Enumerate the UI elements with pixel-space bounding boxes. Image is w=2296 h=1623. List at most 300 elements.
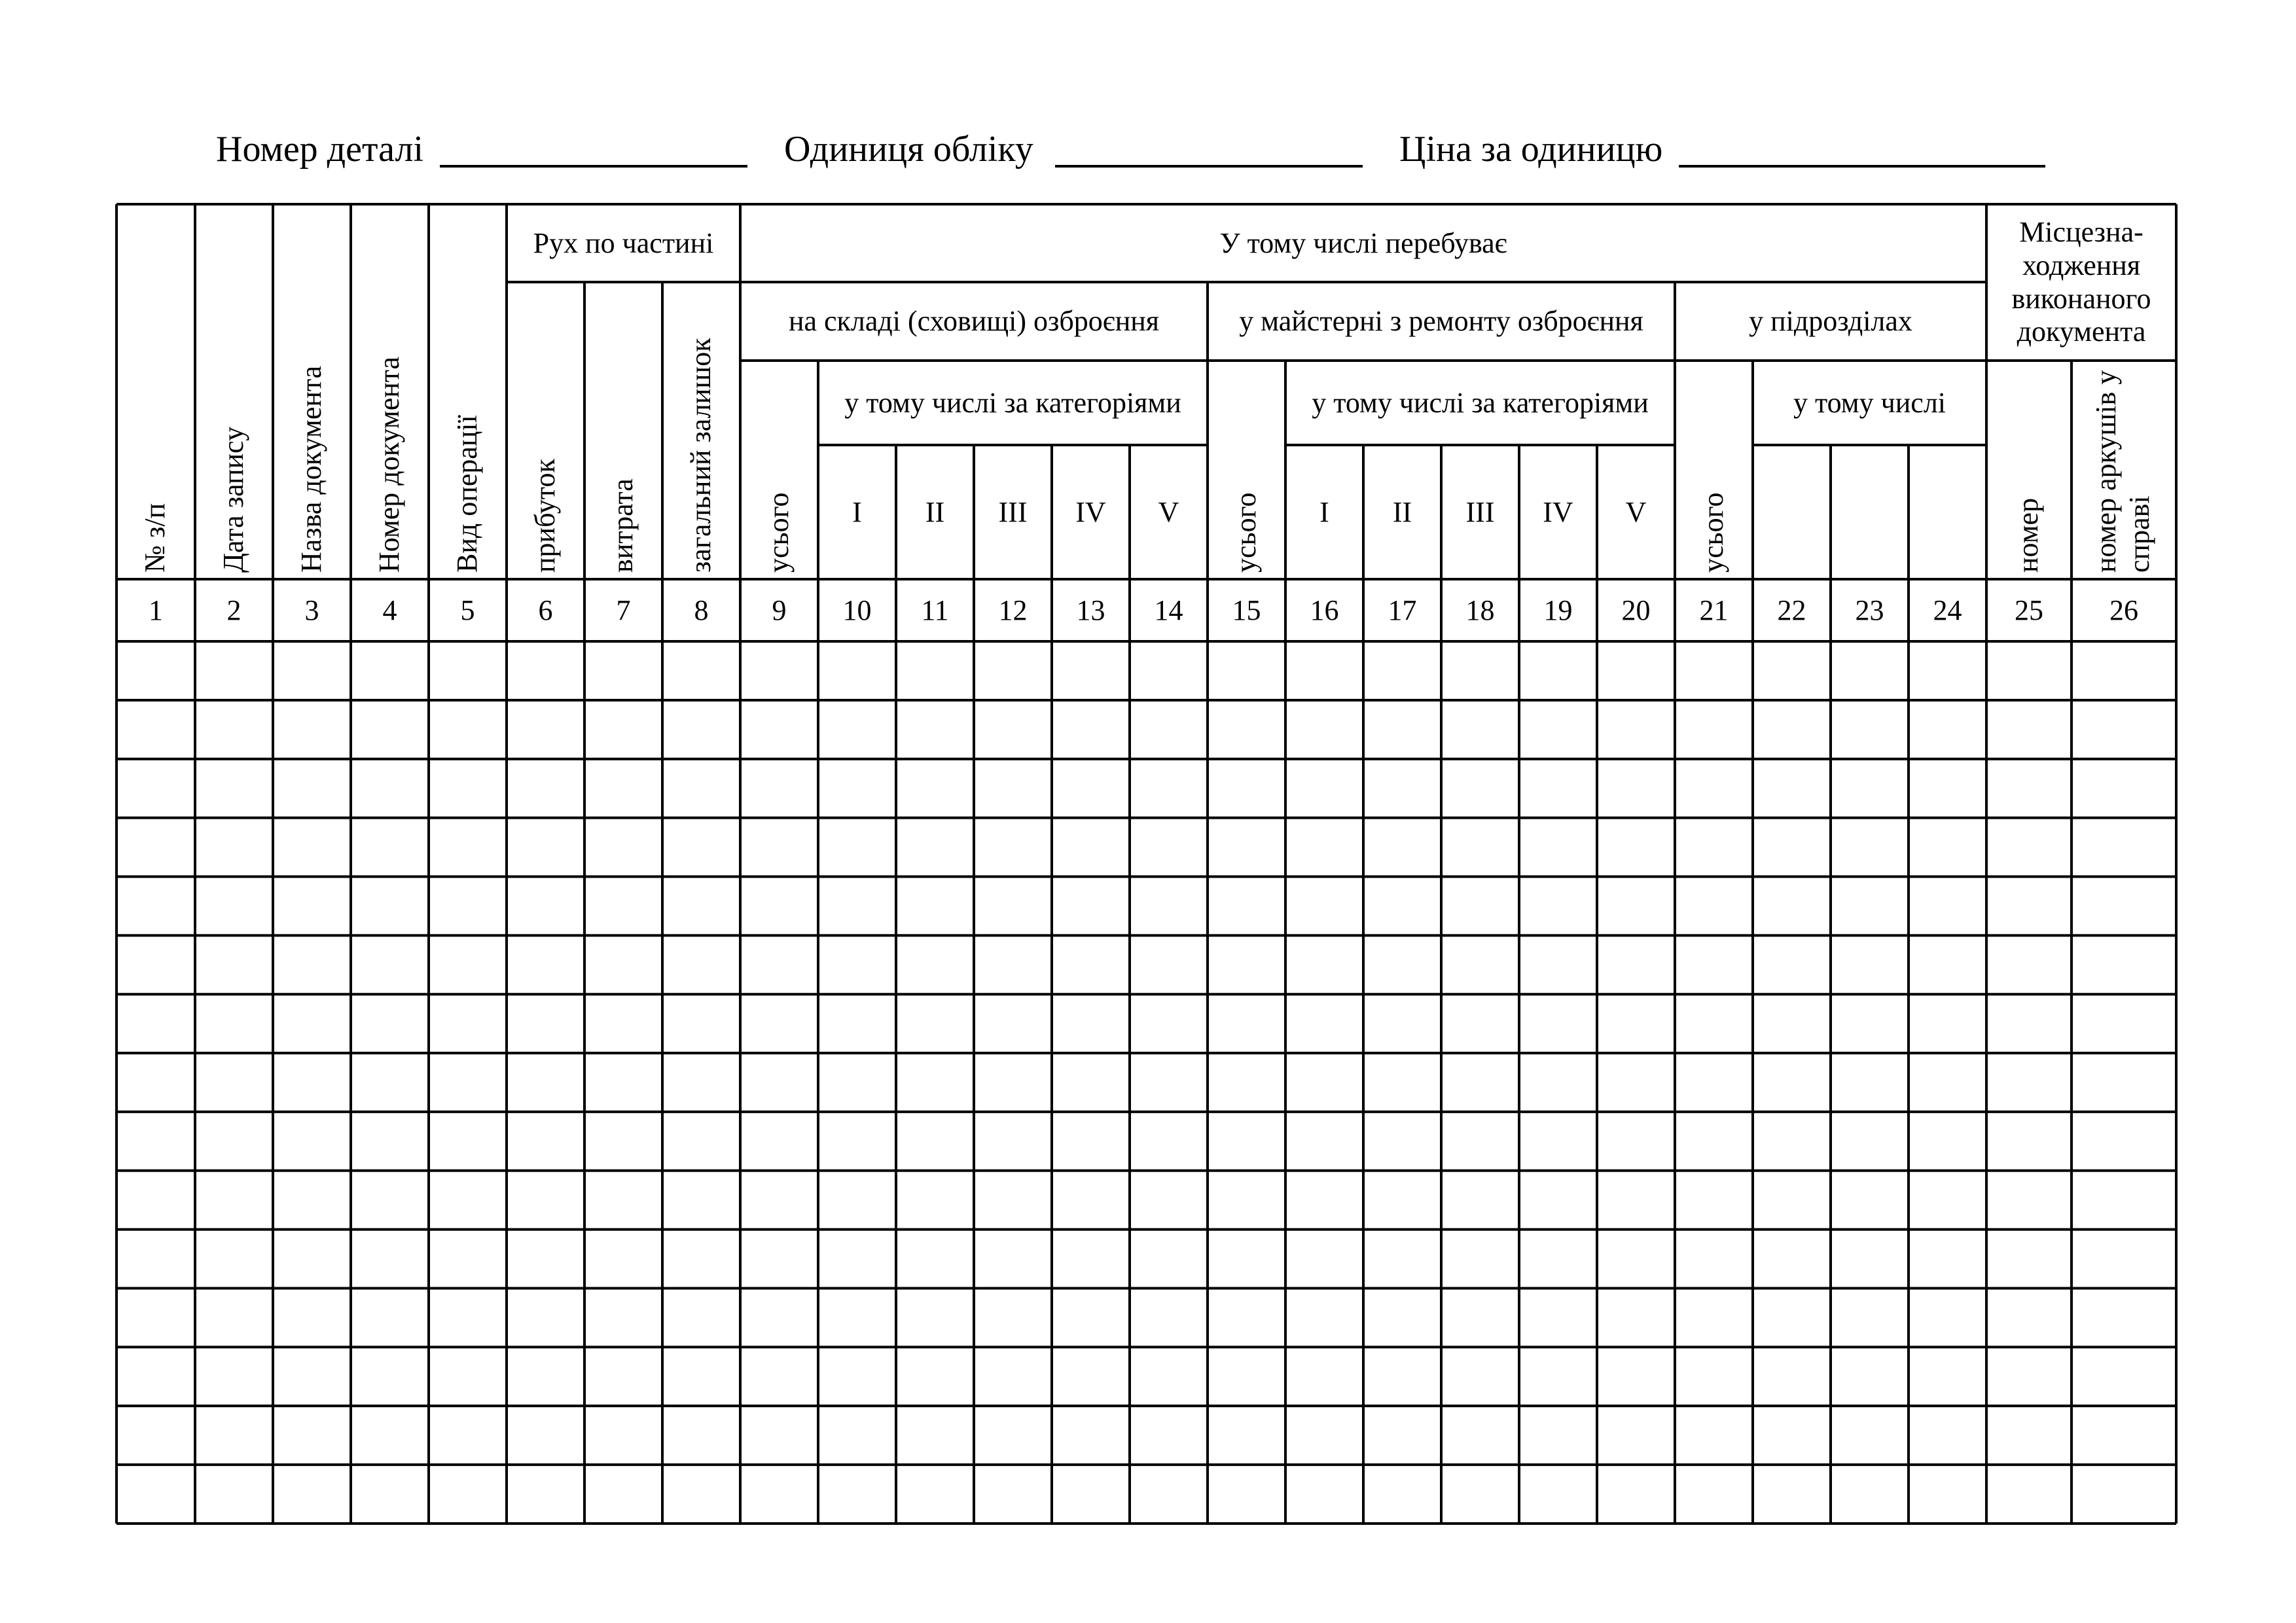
table-cell[interactable] — [1132, 1467, 1206, 1522]
table-cell[interactable] — [1677, 1408, 1751, 1463]
table-cell[interactable] — [197, 702, 271, 757]
table-cell[interactable] — [586, 996, 660, 1051]
table-cell[interactable] — [742, 820, 816, 875]
table-cell[interactable] — [509, 1349, 583, 1404]
table-cell[interactable] — [1988, 996, 2070, 1051]
table-cell[interactable] — [197, 1232, 271, 1287]
table-cell[interactable] — [1132, 702, 1206, 757]
table-cell[interactable] — [118, 1467, 193, 1522]
table-cell[interactable] — [1833, 820, 1907, 875]
table-cell[interactable] — [664, 1232, 738, 1287]
table-cell[interactable] — [1287, 643, 1361, 698]
table-cell[interactable] — [197, 1291, 271, 1346]
table-cell[interactable] — [1910, 1349, 1984, 1404]
table-cell[interactable] — [118, 1291, 193, 1346]
table-cell[interactable] — [742, 643, 816, 698]
table-cell[interactable] — [1443, 1349, 1517, 1404]
table-cell[interactable] — [1755, 937, 1829, 992]
table-cell[interactable] — [1599, 1467, 1673, 1522]
table-cell[interactable] — [1910, 937, 1984, 992]
table-cell[interactable] — [1755, 1349, 1829, 1404]
table-cell[interactable] — [197, 878, 271, 933]
table-cell[interactable] — [197, 937, 271, 992]
table-cell[interactable] — [197, 1055, 271, 1110]
table-cell[interactable] — [197, 820, 271, 875]
table-cell[interactable] — [664, 1114, 738, 1169]
table-cell[interactable] — [664, 1291, 738, 1346]
table-cell[interactable] — [586, 1173, 660, 1228]
table-cell[interactable] — [197, 1408, 271, 1463]
table-cell[interactable] — [1210, 1349, 1283, 1404]
table-cell[interactable] — [1365, 937, 1439, 992]
table-cell[interactable] — [1443, 820, 1517, 875]
table-cell[interactable] — [1755, 1114, 1829, 1169]
table-cell[interactable] — [664, 643, 738, 698]
table-cell[interactable] — [820, 1408, 894, 1463]
table-cell[interactable] — [976, 643, 1050, 698]
table-cell[interactable] — [976, 878, 1050, 933]
table-cell[interactable] — [976, 1291, 1050, 1346]
table-cell[interactable] — [1210, 1173, 1283, 1228]
table-cell[interactable] — [664, 1055, 738, 1110]
table-cell[interactable] — [898, 1467, 972, 1522]
table-cell[interactable] — [1210, 702, 1283, 757]
table-cell[interactable] — [1988, 1467, 2070, 1522]
table-cell[interactable] — [1677, 996, 1751, 1051]
table-cell[interactable] — [1287, 1467, 1361, 1522]
table-cell[interactable] — [1910, 1408, 1984, 1463]
table-cell[interactable] — [898, 1408, 972, 1463]
table-cell[interactable] — [976, 1232, 1050, 1287]
table-cell[interactable] — [509, 996, 583, 1051]
table-cell[interactable] — [2073, 1232, 2174, 1287]
table-cell[interactable] — [275, 1408, 349, 1463]
table-cell[interactable] — [1988, 1114, 2070, 1169]
table-cell[interactable] — [431, 1291, 505, 1346]
table-cell[interactable] — [976, 702, 1050, 757]
table-cell[interactable] — [509, 1232, 583, 1287]
table-cell[interactable] — [1833, 1114, 1907, 1169]
table-cell[interactable] — [1287, 702, 1361, 757]
table-cell[interactable] — [2073, 1055, 2174, 1110]
table-cell[interactable] — [1521, 1173, 1595, 1228]
table-cell[interactable] — [431, 820, 505, 875]
table-cell[interactable] — [664, 937, 738, 992]
table-cell[interactable] — [1054, 1408, 1128, 1463]
table-cell[interactable] — [1755, 1055, 1829, 1110]
table-cell[interactable] — [586, 937, 660, 992]
table-cell[interactable] — [1833, 1467, 1907, 1522]
table-cell[interactable] — [1988, 643, 2070, 698]
table-cell[interactable] — [1599, 1173, 1673, 1228]
table-cell[interactable] — [1599, 643, 1673, 698]
table-cell[interactable] — [1677, 1114, 1751, 1169]
table-cell[interactable] — [509, 1467, 583, 1522]
table-cell[interactable] — [509, 643, 583, 698]
table-cell[interactable] — [1210, 1291, 1283, 1346]
table-cell[interactable] — [275, 1173, 349, 1228]
table-cell[interactable] — [2073, 1173, 2174, 1228]
table-cell[interactable] — [586, 1232, 660, 1287]
table-cell[interactable] — [1521, 937, 1595, 992]
table-cell[interactable] — [1755, 1408, 1829, 1463]
table-cell[interactable] — [1521, 1408, 1595, 1463]
table-cell[interactable] — [118, 1173, 193, 1228]
table-cell[interactable] — [1910, 996, 1984, 1051]
table-cell[interactable] — [1755, 820, 1829, 875]
table-cell[interactable] — [1677, 1055, 1751, 1110]
table-cell[interactable] — [1443, 1173, 1517, 1228]
table-cell[interactable] — [820, 1232, 894, 1287]
table-cell[interactable] — [1988, 820, 2070, 875]
table-cell[interactable] — [1521, 820, 1595, 875]
table-cell[interactable] — [586, 643, 660, 698]
table-cell[interactable] — [820, 820, 894, 875]
table-cell[interactable] — [1833, 1173, 1907, 1228]
table-cell[interactable] — [275, 1467, 349, 1522]
table-cell[interactable] — [1755, 1291, 1829, 1346]
table-cell[interactable] — [1365, 1055, 1439, 1110]
table-cell[interactable] — [1755, 643, 1829, 698]
table-cell[interactable] — [976, 937, 1050, 992]
table-cell[interactable] — [1988, 761, 2070, 816]
table-cell[interactable] — [586, 1349, 660, 1404]
table-cell[interactable] — [1910, 1055, 1984, 1110]
table-cell[interactable] — [1677, 878, 1751, 933]
table-cell[interactable] — [197, 761, 271, 816]
table-cell[interactable] — [586, 761, 660, 816]
table-cell[interactable] — [742, 878, 816, 933]
table-cell[interactable] — [820, 937, 894, 992]
table-cell[interactable] — [1910, 1232, 1984, 1287]
table-cell[interactable] — [353, 702, 427, 757]
table-cell[interactable] — [1132, 878, 1206, 933]
table-cell[interactable] — [1443, 643, 1517, 698]
table-cell[interactable] — [1599, 878, 1673, 933]
table-cell[interactable] — [1677, 1349, 1751, 1404]
table-cell[interactable] — [742, 996, 816, 1051]
table-cell[interactable] — [742, 1349, 816, 1404]
table-cell[interactable] — [976, 820, 1050, 875]
table-cell[interactable] — [353, 937, 427, 992]
table-cell[interactable] — [1521, 1349, 1595, 1404]
table-cell[interactable] — [431, 643, 505, 698]
table-cell[interactable] — [898, 878, 972, 933]
table-cell[interactable] — [509, 820, 583, 875]
table-cell[interactable] — [2073, 1467, 2174, 1522]
table-cell[interactable] — [1833, 937, 1907, 992]
table-cell[interactable] — [820, 761, 894, 816]
table-cell[interactable] — [509, 1173, 583, 1228]
table-cell[interactable] — [1521, 1114, 1595, 1169]
table-cell[interactable] — [118, 1055, 193, 1110]
table-cell[interactable] — [275, 937, 349, 992]
table-cell[interactable] — [1132, 1349, 1206, 1404]
table-cell[interactable] — [664, 820, 738, 875]
table-cell[interactable] — [1521, 761, 1595, 816]
table-cell[interactable] — [1132, 996, 1206, 1051]
table-cell[interactable] — [1677, 1232, 1751, 1287]
table-cell[interactable] — [509, 1114, 583, 1169]
table-cell[interactable] — [275, 820, 349, 875]
table-cell[interactable] — [976, 996, 1050, 1051]
table-cell[interactable] — [275, 1349, 349, 1404]
table-cell[interactable] — [742, 702, 816, 757]
table-cell[interactable] — [1365, 1291, 1439, 1346]
table-cell[interactable] — [118, 702, 193, 757]
table-cell[interactable] — [275, 1232, 349, 1287]
table-cell[interactable] — [118, 996, 193, 1051]
table-cell[interactable] — [1833, 878, 1907, 933]
table-cell[interactable] — [586, 702, 660, 757]
table-cell[interactable] — [353, 1408, 427, 1463]
table-cell[interactable] — [1755, 1232, 1829, 1287]
table-cell[interactable] — [1132, 1408, 1206, 1463]
table-cell[interactable] — [1599, 1408, 1673, 1463]
table-cell[interactable] — [898, 996, 972, 1051]
table-cell[interactable] — [118, 1114, 193, 1169]
table-cell[interactable] — [2073, 937, 2174, 992]
table-cell[interactable] — [1054, 1349, 1128, 1404]
table-cell[interactable] — [1132, 937, 1206, 992]
table-cell[interactable] — [1755, 878, 1829, 933]
table-cell[interactable] — [742, 1232, 816, 1287]
table-cell[interactable] — [353, 1349, 427, 1404]
table-cell[interactable] — [1988, 1408, 2070, 1463]
table-cell[interactable] — [1988, 1055, 2070, 1110]
table-cell[interactable] — [742, 1055, 816, 1110]
table-cell[interactable] — [1677, 1173, 1751, 1228]
table-cell[interactable] — [2073, 878, 2174, 933]
table-cell[interactable] — [898, 643, 972, 698]
table-cell[interactable] — [353, 1291, 427, 1346]
table-cell[interactable] — [742, 1291, 816, 1346]
table-cell[interactable] — [1599, 1232, 1673, 1287]
table-cell[interactable] — [1210, 643, 1283, 698]
table-cell[interactable] — [1599, 761, 1673, 816]
table-cell[interactable] — [1210, 1114, 1283, 1169]
table-cell[interactable] — [1287, 1055, 1361, 1110]
table-cell[interactable] — [431, 937, 505, 992]
table-cell[interactable] — [1054, 761, 1128, 816]
table-cell[interactable] — [118, 937, 193, 992]
table-cell[interactable] — [664, 761, 738, 816]
table-cell[interactable] — [197, 1467, 271, 1522]
table-cell[interactable] — [1443, 996, 1517, 1051]
table-cell[interactable] — [197, 1349, 271, 1404]
table-cell[interactable] — [118, 820, 193, 875]
table-cell[interactable] — [586, 878, 660, 933]
table-cell[interactable] — [1054, 1467, 1128, 1522]
table-cell[interactable] — [1287, 1114, 1361, 1169]
table-cell[interactable] — [1443, 1408, 1517, 1463]
table-cell[interactable] — [1132, 1173, 1206, 1228]
table-cell[interactable] — [1521, 1291, 1595, 1346]
table-cell[interactable] — [1054, 1173, 1128, 1228]
table-cell[interactable] — [275, 878, 349, 933]
table-cell[interactable] — [1443, 937, 1517, 992]
table-cell[interactable] — [353, 878, 427, 933]
table-cell[interactable] — [1210, 878, 1283, 933]
table-cell[interactable] — [431, 1173, 505, 1228]
table-cell[interactable] — [586, 1467, 660, 1522]
table-cell[interactable] — [742, 761, 816, 816]
table-cell[interactable] — [118, 1349, 193, 1404]
table-cell[interactable] — [1521, 702, 1595, 757]
table-cell[interactable] — [118, 878, 193, 933]
table-cell[interactable] — [353, 1114, 427, 1169]
table-cell[interactable] — [1910, 643, 1984, 698]
table-cell[interactable] — [1365, 1114, 1439, 1169]
table-cell[interactable] — [118, 643, 193, 698]
table-cell[interactable] — [664, 996, 738, 1051]
table-cell[interactable] — [820, 643, 894, 698]
table-cell[interactable] — [1910, 761, 1984, 816]
table-cell[interactable] — [1054, 1291, 1128, 1346]
table-cell[interactable] — [1287, 761, 1361, 816]
table-cell[interactable] — [1054, 996, 1128, 1051]
table-cell[interactable] — [353, 1467, 427, 1522]
table-cell[interactable] — [1210, 1467, 1283, 1522]
table-cell[interactable] — [1287, 937, 1361, 992]
table-cell[interactable] — [1132, 761, 1206, 816]
table-cell[interactable] — [1833, 996, 1907, 1051]
table-cell[interactable] — [1287, 996, 1361, 1051]
table-cell[interactable] — [1365, 996, 1439, 1051]
table-cell[interactable] — [820, 1467, 894, 1522]
table-cell[interactable] — [1988, 1232, 2070, 1287]
table-cell[interactable] — [1210, 1232, 1283, 1287]
table-cell[interactable] — [509, 761, 583, 816]
table-cell[interactable] — [353, 1232, 427, 1287]
table-cell[interactable] — [2073, 1114, 2174, 1169]
table-cell[interactable] — [1910, 878, 1984, 933]
table-cell[interactable] — [1132, 1055, 1206, 1110]
table-cell[interactable] — [1521, 878, 1595, 933]
table-cell[interactable] — [431, 761, 505, 816]
table-cell[interactable] — [820, 1114, 894, 1169]
table-cell[interactable] — [1677, 937, 1751, 992]
table-cell[interactable] — [976, 1408, 1050, 1463]
table-cell[interactable] — [1521, 643, 1595, 698]
table-cell[interactable] — [509, 937, 583, 992]
table-cell[interactable] — [1365, 878, 1439, 933]
table-cell[interactable] — [976, 761, 1050, 816]
table-cell[interactable] — [1988, 1173, 2070, 1228]
table-cell[interactable] — [197, 1114, 271, 1169]
table-cell[interactable] — [1443, 878, 1517, 933]
table-cell[interactable] — [197, 996, 271, 1051]
table-cell[interactable] — [1365, 643, 1439, 698]
table-cell[interactable] — [898, 1291, 972, 1346]
table-cell[interactable] — [2073, 1291, 2174, 1346]
table-cell[interactable] — [1833, 761, 1907, 816]
table-cell[interactable] — [275, 996, 349, 1051]
table-cell[interactable] — [1365, 1408, 1439, 1463]
table-cell[interactable] — [1988, 937, 2070, 992]
table-cell[interactable] — [898, 702, 972, 757]
table-cell[interactable] — [820, 996, 894, 1051]
table-cell[interactable] — [1054, 1232, 1128, 1287]
table-cell[interactable] — [742, 1467, 816, 1522]
table-cell[interactable] — [898, 820, 972, 875]
table-cell[interactable] — [1910, 1173, 1984, 1228]
table-cell[interactable] — [1287, 1349, 1361, 1404]
table-cell[interactable] — [1054, 643, 1128, 698]
table-cell[interactable] — [1677, 820, 1751, 875]
table-cell[interactable] — [1132, 1291, 1206, 1346]
table-cell[interactable] — [1210, 937, 1283, 992]
table-cell[interactable] — [586, 820, 660, 875]
table-cell[interactable] — [664, 1349, 738, 1404]
table-cell[interactable] — [1677, 702, 1751, 757]
table-cell[interactable] — [1599, 1291, 1673, 1346]
table-cell[interactable] — [742, 1408, 816, 1463]
table-cell[interactable] — [820, 702, 894, 757]
table-cell[interactable] — [197, 643, 271, 698]
table-cell[interactable] — [1910, 1291, 1984, 1346]
table-cell[interactable] — [2073, 761, 2174, 816]
table-cell[interactable] — [2073, 1408, 2174, 1463]
table-cell[interactable] — [1521, 1467, 1595, 1522]
table-cell[interactable] — [118, 761, 193, 816]
table-cell[interactable] — [1210, 761, 1283, 816]
table-cell[interactable] — [664, 1408, 738, 1463]
table-cell[interactable] — [275, 761, 349, 816]
table-cell[interactable] — [431, 1467, 505, 1522]
table-cell[interactable] — [1365, 1173, 1439, 1228]
table-cell[interactable] — [898, 1232, 972, 1287]
table-cell[interactable] — [586, 1408, 660, 1463]
table-cell[interactable] — [431, 702, 505, 757]
table-cell[interactable] — [1755, 702, 1829, 757]
table-cell[interactable] — [2073, 996, 2174, 1051]
table-cell[interactable] — [1910, 820, 1984, 875]
table-cell[interactable] — [976, 1349, 1050, 1404]
table-cell[interactable] — [898, 1114, 972, 1169]
table-cell[interactable] — [1521, 1232, 1595, 1287]
table-cell[interactable] — [1988, 702, 2070, 757]
table-cell[interactable] — [1833, 702, 1907, 757]
table-cell[interactable] — [1677, 643, 1751, 698]
table-cell[interactable] — [1287, 820, 1361, 875]
table-cell[interactable] — [1599, 702, 1673, 757]
table-cell[interactable] — [1443, 1232, 1517, 1287]
table-cell[interactable] — [664, 702, 738, 757]
table-cell[interactable] — [353, 761, 427, 816]
table-cell[interactable] — [1521, 1055, 1595, 1110]
table-cell[interactable] — [820, 1291, 894, 1346]
table-cell[interactable] — [275, 702, 349, 757]
table-cell[interactable] — [1054, 1055, 1128, 1110]
table-cell[interactable] — [742, 937, 816, 992]
table-cell[interactable] — [1443, 702, 1517, 757]
table-cell[interactable] — [431, 1055, 505, 1110]
table-cell[interactable] — [431, 1349, 505, 1404]
table-cell[interactable] — [118, 1408, 193, 1463]
table-cell[interactable] — [431, 878, 505, 933]
table-cell[interactable] — [1443, 1291, 1517, 1346]
table-cell[interactable] — [1599, 820, 1673, 875]
table-cell[interactable] — [820, 878, 894, 933]
table-cell[interactable] — [1210, 1055, 1283, 1110]
table-cell[interactable] — [1287, 878, 1361, 933]
table-cell[interactable] — [1287, 1232, 1361, 1287]
table-cell[interactable] — [1054, 820, 1128, 875]
table-cell[interactable] — [1365, 820, 1439, 875]
table-cell[interactable] — [820, 1173, 894, 1228]
table-cell[interactable] — [1287, 1408, 1361, 1463]
